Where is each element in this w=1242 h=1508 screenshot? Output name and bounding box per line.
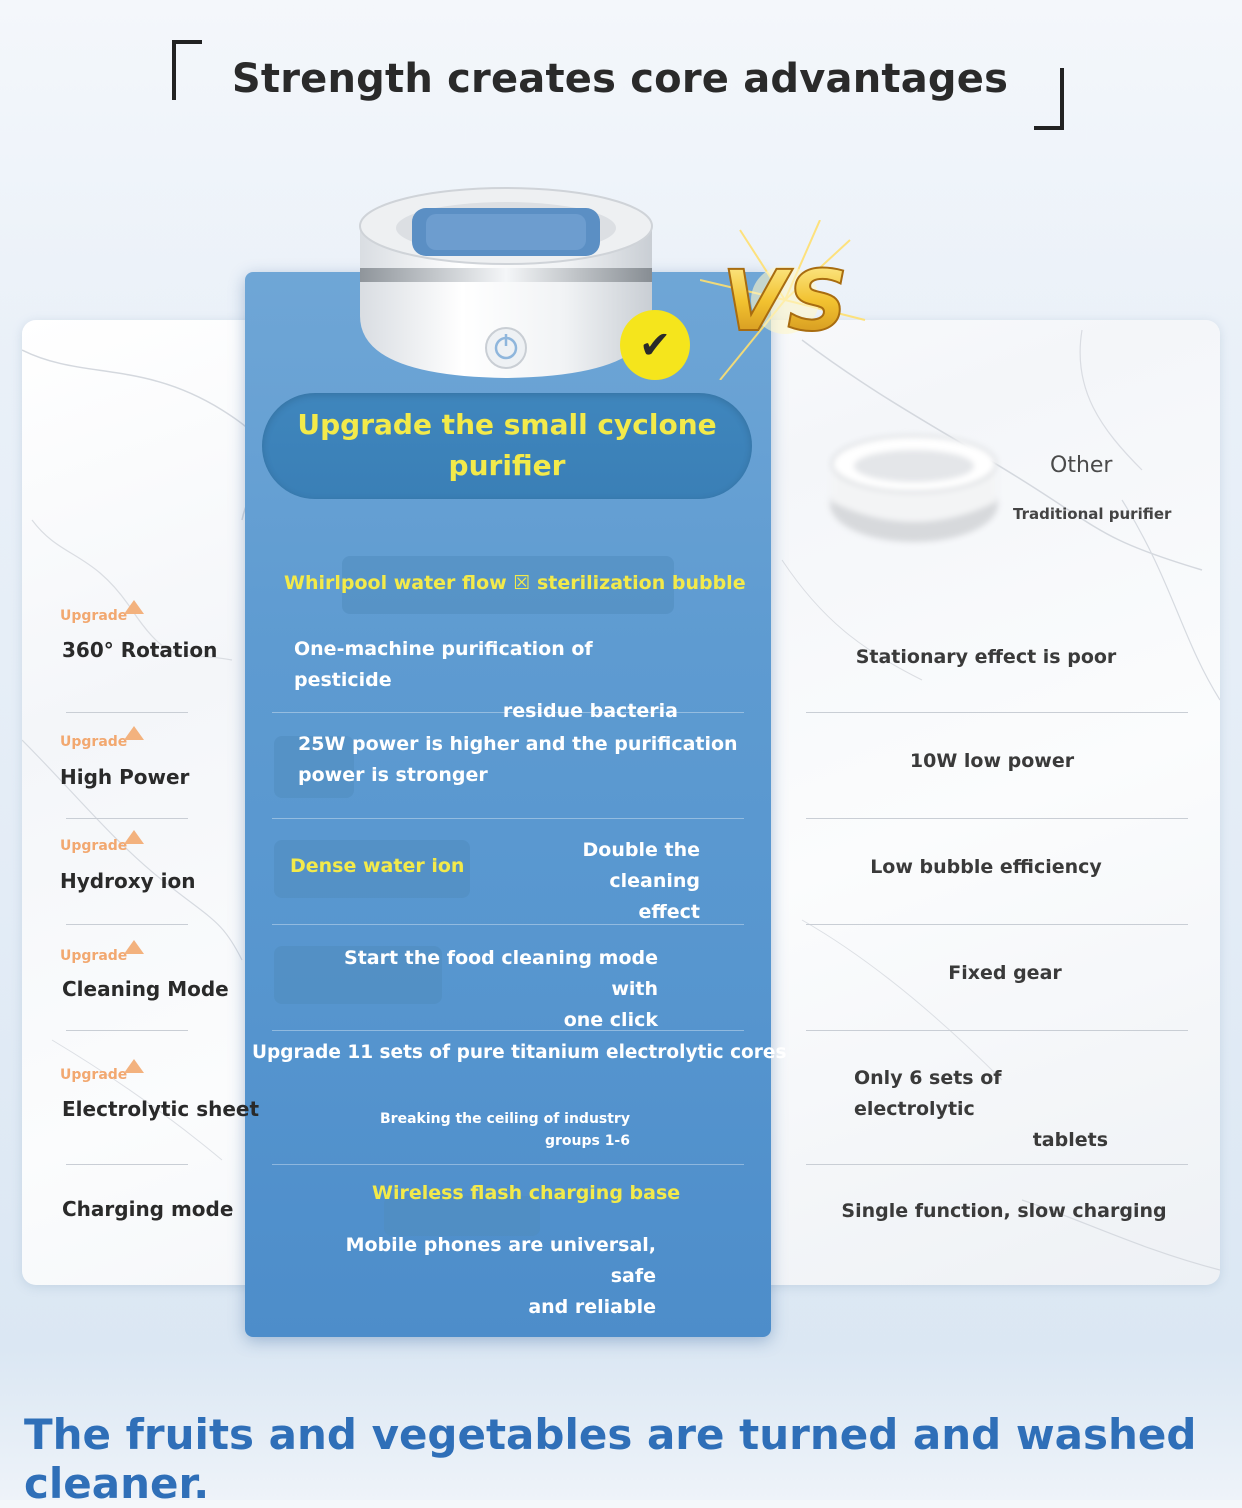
row-ours-text: One-machine purification of pesticide residue bacteria [294,638,678,722]
row-label: Hydroxy ion [60,869,196,893]
row-theirs-text: Single function, slow charging [841,1200,1167,1222]
row-separator [806,712,1188,713]
upgrade-arrow-icon [124,830,144,844]
row-label: 360° Rotation [62,638,218,662]
row-separator [66,1030,188,1031]
row-theirs-text: Stationary effect is poor [855,646,1117,668]
upgrade-tag: Upgrade [60,838,128,854]
row-ours-headline: Upgrade 11 sets of pure titanium electrolytic cores [252,1042,787,1063]
row-separator [66,712,188,713]
product-title: Upgrade the small cyclone purifier [297,408,717,482]
upgrade-tag: Upgrade [60,1067,128,1083]
vs-burst-icon [700,220,870,380]
row-highlight-text: Whirlpool water flow ☒ sterilization bubble [284,572,746,594]
row-ours-text: Mobile phones are universal, safe and reliable [345,1234,656,1318]
upgrade-arrow-icon [124,600,144,614]
upgrade-tag: Upgrade [60,948,128,964]
row-separator [66,1164,188,1165]
upgrade-arrow-icon [124,940,144,954]
check-icon: ✔ [620,310,690,380]
row-separator [806,818,1188,819]
competitor-sublabel: Traditional purifier [1013,505,1172,523]
row-highlight-text: Wireless flash charging base [372,1182,681,1204]
row-theirs-text: 10W low power [909,750,1075,772]
row-ours-subtext: Breaking the ceiling of industry groups 1-6 [380,1111,630,1149]
row-separator [806,924,1188,925]
competitor-label: Other [1050,453,1113,478]
row-label: High Power [60,765,190,789]
purifier-device-image [356,186,656,386]
row-ours-text: 25W power is higher and the purification power is stronger [298,733,738,786]
row-separator [272,1030,744,1031]
row-separator [806,1030,1188,1031]
row-separator [66,818,188,819]
row-highlight-text: Dense water ion [290,855,465,877]
row-ours-text: Double the cleaning effect [582,839,700,923]
row-separator [66,924,188,925]
row-theirs-text: Fixed gear [948,962,1062,984]
upgrade-arrow-icon [124,726,144,740]
upgrade-tag: Upgrade [60,608,128,624]
svg-text:VS: VS [722,252,848,350]
upgrade-tag: Upgrade [60,734,128,750]
row-label: Electrolytic sheet [62,1097,260,1121]
footer-slogan: The fruits and vegetables are turned and washed cleaner. [24,1410,1197,1508]
row-theirs-text: Low bubble efficiency [870,856,1102,878]
competitor-device-image [826,424,1002,544]
row-label: Cleaning Mode [62,977,229,1001]
row-separator [272,1164,744,1165]
row-separator [806,1164,1188,1165]
corner-bracket-top-left [172,40,202,100]
corner-bracket-bottom-right [1034,68,1064,130]
row-theirs-text: Only 6 sets of electrolytic tablets [854,1067,1108,1151]
page-title: Strength creates core advantages [231,56,1009,102]
row-separator [272,818,744,819]
row-label: Charging mode [62,1197,234,1221]
row-ours-text: Start the food cleaning mode with one click [344,947,658,1031]
row-separator [272,924,744,925]
row-separator [272,712,744,713]
upgrade-arrow-icon [124,1059,144,1073]
